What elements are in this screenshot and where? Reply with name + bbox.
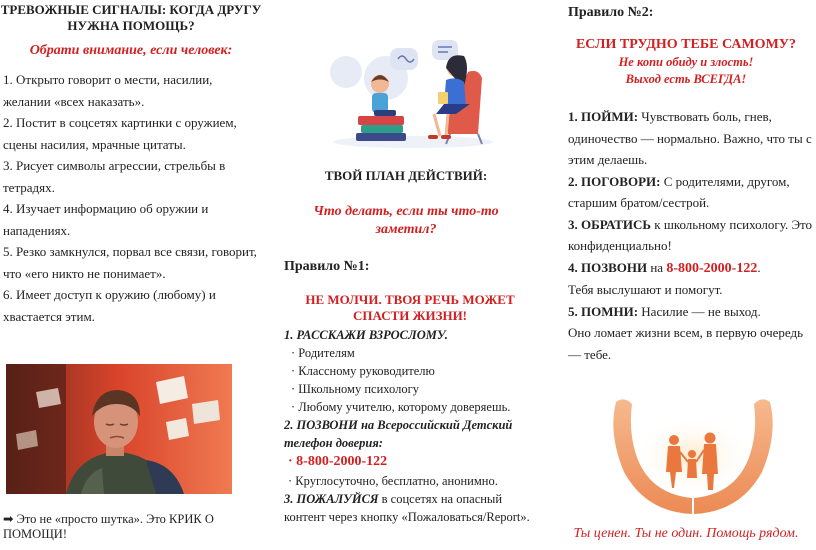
hotline-phone: · 8-800-2000-122	[288, 454, 388, 469]
list-item: 4. Изучает информацию об оружии и нападениях.	[3, 201, 209, 238]
caring-hands-family-illustration	[602, 394, 784, 518]
item-text: .	[757, 259, 761, 275]
rule2-sub2: Выход есть ВСЕГДА!	[625, 72, 747, 86]
item-label: 3. ОБРАТИСЬ	[568, 216, 651, 232]
step-report-text: в соцсетях на опасный контент через кнопку «Пожаловаться/Report».	[284, 492, 530, 524]
warning-title: ТРЕВОЖНЫЕ СИГНАЛЫ: КОГДА ДРУГУ НУЖНА ПОМОЩЬ?	[0, 2, 262, 33]
list-item	[568, 106, 814, 171]
list-item: 1. Открыто говорит о мести, насилии, желании «всех наказать».	[3, 72, 213, 109]
column-action-plan	[270, 0, 542, 550]
list-item: 6. Имеет доступ к оружию (любому) и хвастается этим.	[3, 287, 216, 324]
list-item: 5. Резко замкнулся, порвал все связи, говорит, что «его никто не понимает».	[3, 244, 257, 281]
list-item	[568, 301, 814, 323]
list-item-note: Оно ломает жизни всем, в первую очередь — тебе.	[568, 325, 804, 362]
therapy-session-illustration	[328, 34, 498, 148]
item-text: С родителями, другом, старшим братом/сестрой.	[568, 173, 790, 210]
item-text: к школьному психологу. Это конфиденциально!	[568, 216, 813, 253]
plan-question: Что делать, если ты что-то заметил?	[313, 204, 499, 237]
list-item	[568, 214, 814, 257]
item-label: 4. ПОЗВОНИ	[568, 259, 648, 275]
rule2-headline: ЕСЛИ ТРУДНО ТЕБЕ САМОМУ?	[575, 37, 797, 52]
warning-subtitle: Обрати внимание, если человек:	[29, 43, 233, 58]
item-text: на	[647, 259, 667, 275]
item-text: Чувствовать боль, гнев, одиночество — нормально. Важно, что ты с этим делаешь.	[568, 109, 812, 167]
rule2-title: Правило №2:	[568, 5, 654, 20]
step-tell-adult: 1. РАССКАЖИ ВЗРОСЛОМУ.	[284, 328, 448, 342]
rule1-headline: НЕ МОЛЧИ. ТВОЯ РЕЧЬ МОЖЕТ СПАСТИ ЖИЗНИ!	[305, 292, 515, 323]
plan-title: ТВОЙ ПЛАН ДЕЙСТВИЙ:	[324, 168, 488, 183]
item-text: Насилие — не выход.	[638, 303, 761, 319]
self-help-list	[568, 106, 814, 365]
rule1-title: Правило №1:	[284, 259, 370, 274]
warning-footer: ➡ Это не «просто шутка». Это КРИК О ПОМОЩИ!	[3, 512, 214, 541]
list-item-note: Тебя выслушают и помогут.	[568, 282, 723, 297]
list-item: · Любому учителю, которому доверяешь.	[291, 400, 511, 414]
self-help-footer: Ты ценен. Ты не один. Помощь рядом.	[573, 526, 799, 541]
rule1-steps	[284, 326, 536, 526]
warning-list	[3, 69, 258, 327]
item-label: 5. ПОМНИ:	[568, 303, 639, 319]
hotline-phone: 8-800-2000-122	[666, 260, 758, 276]
column-self-help	[556, 0, 816, 550]
step-report	[284, 490, 536, 526]
hotline-note: · Круглосуточно, бесплатно, анонимно.	[288, 474, 498, 488]
item-label: 2. ПОГОВОРИ:	[568, 173, 661, 189]
column-warning-signs	[0, 0, 262, 550]
step-report-label: 3. ПОЖАЛУЙСЯ	[284, 492, 379, 506]
list-item: · Классному руководителю	[291, 364, 435, 378]
list-item	[568, 171, 814, 214]
troubled-teen-photo	[6, 364, 232, 494]
list-item: 3. Рисует символы агрессии, стрельбы в тетрадях.	[3, 158, 226, 195]
list-item	[568, 257, 814, 280]
item-label: 1. ПОЙМИ:	[568, 109, 639, 124]
rule2-sub1: Не копи обиду и злость!	[618, 55, 754, 69]
step-call-hotline: 2. ПОЗВОНИ на Всероссийский Детский телефон доверия:	[284, 418, 513, 450]
list-item: · Школьному психологу	[291, 382, 419, 396]
list-item: · Родителям	[291, 346, 355, 360]
list-item: 2. Постит в соцсетях картинки с оружием, сцены насилия, мрачные цитаты.	[3, 115, 237, 152]
